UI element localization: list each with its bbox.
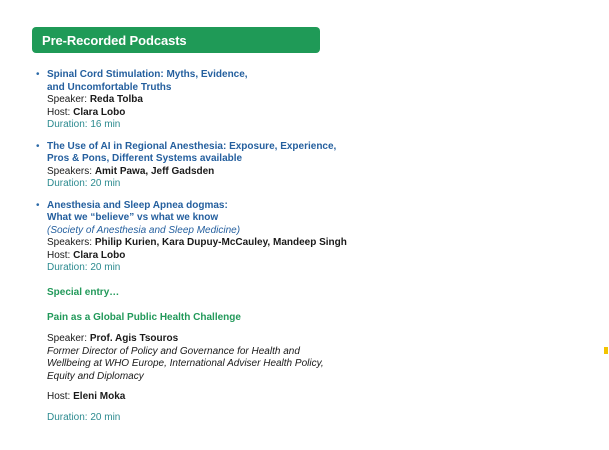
speaker-line (47, 166, 366, 179)
edge-highlight-mark (604, 347, 608, 354)
section-header (32, 27, 320, 53)
host-name: Eleni Moka (73, 391, 126, 402)
speaker-names: Amit Pawa, Jeff Gadsden (94, 165, 215, 177)
podcast-item-3 (36, 200, 366, 275)
special-speaker (47, 333, 347, 383)
title-line: and Uncomfortable Truths (47, 81, 172, 93)
bullet-icon: • (36, 140, 40, 152)
host-label: Host: (47, 391, 74, 402)
speaker-label: Speakers: (47, 237, 95, 248)
organization: (Society of Anesthesia and Sleep Medicine) (47, 224, 241, 236)
podcast-item-2 (36, 141, 366, 191)
host-line (47, 250, 366, 263)
special-host (47, 391, 347, 404)
speaker-names: Philip Kurien, Kara Dupuy-McCauley, Mandeep Singh (94, 237, 347, 248)
host-names: Clara Lobo (73, 106, 126, 118)
title-line: Anesthesia and Sleep Apnea dogmas: (47, 199, 228, 211)
section-title: Pre-Recorded Podcasts (42, 32, 187, 48)
speaker-label: Speakers: (47, 165, 95, 177)
host-line (47, 107, 366, 120)
speaker-name: Prof. Agis Tsouros (89, 333, 179, 344)
podcast-title[interactable] (47, 69, 366, 94)
speaker-bio: Former Director of Policy and Governance for Health and Wellbeing at WHO Europe, International Adviser Health Policy, Equity and Diplomacy (47, 345, 324, 382)
title-line: Pros & Pons, Different Systems available (47, 153, 243, 164)
podcast-list (36, 69, 366, 284)
special-title[interactable]: Pain as a Global Public Health Challenge (47, 312, 241, 323)
speaker-line (47, 94, 366, 107)
podcast-title[interactable] (47, 141, 366, 166)
title-line: The Use of AI in Regional Anesthesia: Exposure, Experience, (47, 140, 337, 152)
podcast-item-1 (36, 69, 366, 132)
special-entry-label: Special entry… (47, 287, 120, 298)
bullet-icon: • (36, 199, 40, 211)
title-line: What we “believe” vs what we know (47, 212, 219, 223)
bullet-icon: • (36, 69, 40, 80)
speaker-label: Speaker: (47, 94, 90, 105)
host-names: Clara Lobo (73, 249, 126, 261)
speaker-names: Reda Tolba (89, 94, 143, 105)
podcast-title[interactable] (47, 200, 366, 225)
duration: Duration: 20 min (47, 262, 121, 273)
speaker-line (47, 237, 366, 250)
host-label: Host: (47, 249, 74, 261)
duration: Duration: 16 min (47, 119, 121, 130)
special-duration: Duration: 20 min (47, 412, 121, 423)
speaker-label: Speaker: (47, 333, 90, 344)
speaker-line (47, 333, 347, 346)
host-label: Host: (47, 106, 74, 118)
title-line: Spinal Cord Stimulation: Myths, Evidence, (47, 69, 248, 80)
duration: Duration: 20 min (47, 178, 121, 189)
